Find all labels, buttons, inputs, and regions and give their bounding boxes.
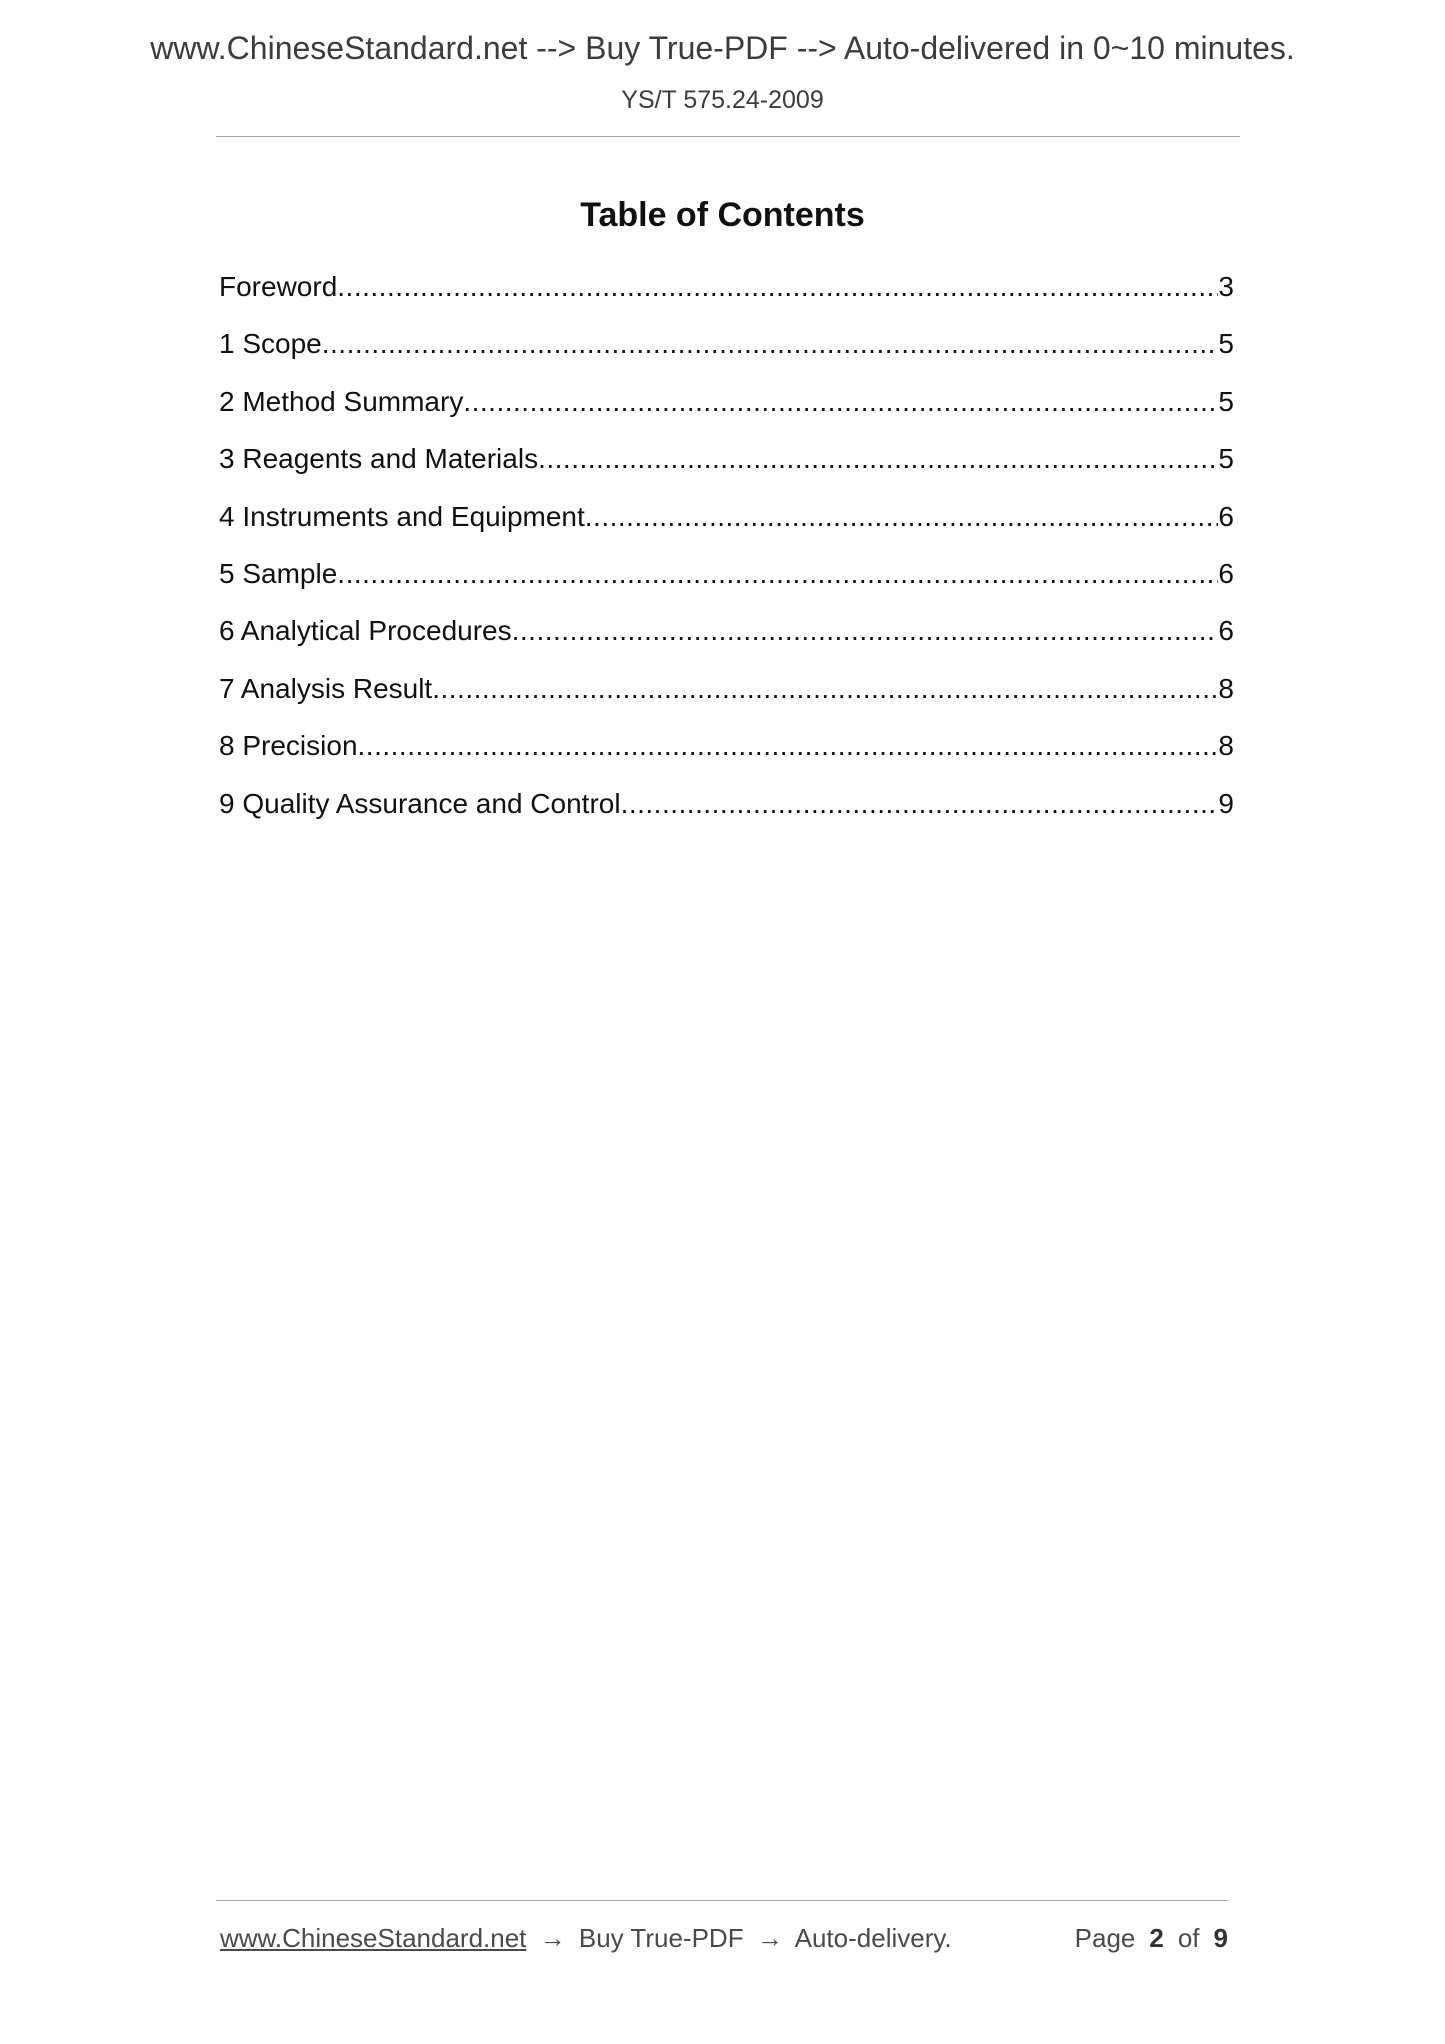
toc-entry-page: 8 [1218,730,1234,762]
toc-entry-page: 6 [1218,557,1234,589]
toc-entry-instruments-and-equipment[interactable] [219,496,1234,553]
dot-leader [337,266,1218,308]
dot-leader [538,438,1218,480]
toc-entry-foreword[interactable] [219,266,1234,323]
toc-entry-page: 5 [1218,328,1234,360]
footer-divider [216,1900,1228,1901]
toc-list [219,266,1234,840]
arrow-right-icon: → [756,1923,783,1953]
toc-entry-title: 3 Reagents and Materials [219,443,539,475]
toc-entry-page: 3 [1218,271,1234,302]
toc-entry-quality-assurance-and-control[interactable] [219,783,1234,840]
toc-entry-page: 5 [1218,443,1234,475]
dot-leader [463,381,1218,423]
toc-entry-analysis-result[interactable] [219,668,1234,725]
toc-entry-title: 6 Analytical Procedures [219,615,512,647]
standard-code: YS/T 575.24-2009 [621,86,824,114]
page-footer [220,1923,1228,1959]
toc-title: Table of Contents [580,196,865,234]
toc-entry-title: 4 Instruments and Equipment [219,500,585,532]
page-label: Page [1074,1923,1136,1953]
toc-entry-analytical-procedures[interactable] [219,610,1234,667]
dot-leader [337,553,1218,595]
footer-promo [220,1923,952,1954]
page-of-label: of [1177,1923,1200,1953]
dot-leader [621,783,1219,825]
dot-leader [322,323,1219,365]
toc-entry-title: Foreword [219,271,338,302]
total-pages-number: 9 [1213,1923,1228,1953]
toc-entry-reagents-and-materials[interactable] [219,438,1234,495]
dot-leader [585,496,1219,538]
toc-entry-method-summary[interactable] [219,381,1234,438]
toc-entry-page: 5 [1218,385,1234,417]
toc-entry-page: 6 [1218,615,1234,647]
toc-entry-title: 5 Sample [219,557,338,589]
buy-true-pdf-text: Buy True-PDF [578,1923,744,1953]
dot-leader [512,610,1219,652]
toc-entry-page: 9 [1218,787,1234,819]
header-banner: www.ChineseStandard.net --> Buy True-PDF --> Auto-delivered in 0~10 minutes. [150,30,1295,66]
header-divider [216,136,1240,137]
page-indicator [1075,1923,1228,1954]
toc-entry-precision[interactable] [219,725,1234,782]
toc-entry-title: 7 Analysis Result [219,672,433,704]
toc-entry-sample[interactable] [219,553,1234,610]
arrow-right-icon: → [539,1923,566,1953]
toc-entry-page: 8 [1218,672,1234,704]
toc-entry-title: 1 Scope [219,328,322,360]
auto-delivery-text: Auto-delivery. [794,1923,952,1953]
current-page-number: 2 [1149,1923,1164,1953]
toc-entry-scope[interactable] [219,323,1234,380]
dot-leader [358,725,1219,767]
dot-leader [432,668,1218,710]
toc-entry-page: 6 [1218,500,1234,532]
toc-entry-title: 9 Quality Assurance and Control [219,787,621,819]
toc-entry-title: 2 Method Summary [219,385,464,417]
toc-entry-title: 8 Precision [219,730,358,762]
chinesestandard-link[interactable]: www.ChineseStandard.net [220,1923,527,1953]
